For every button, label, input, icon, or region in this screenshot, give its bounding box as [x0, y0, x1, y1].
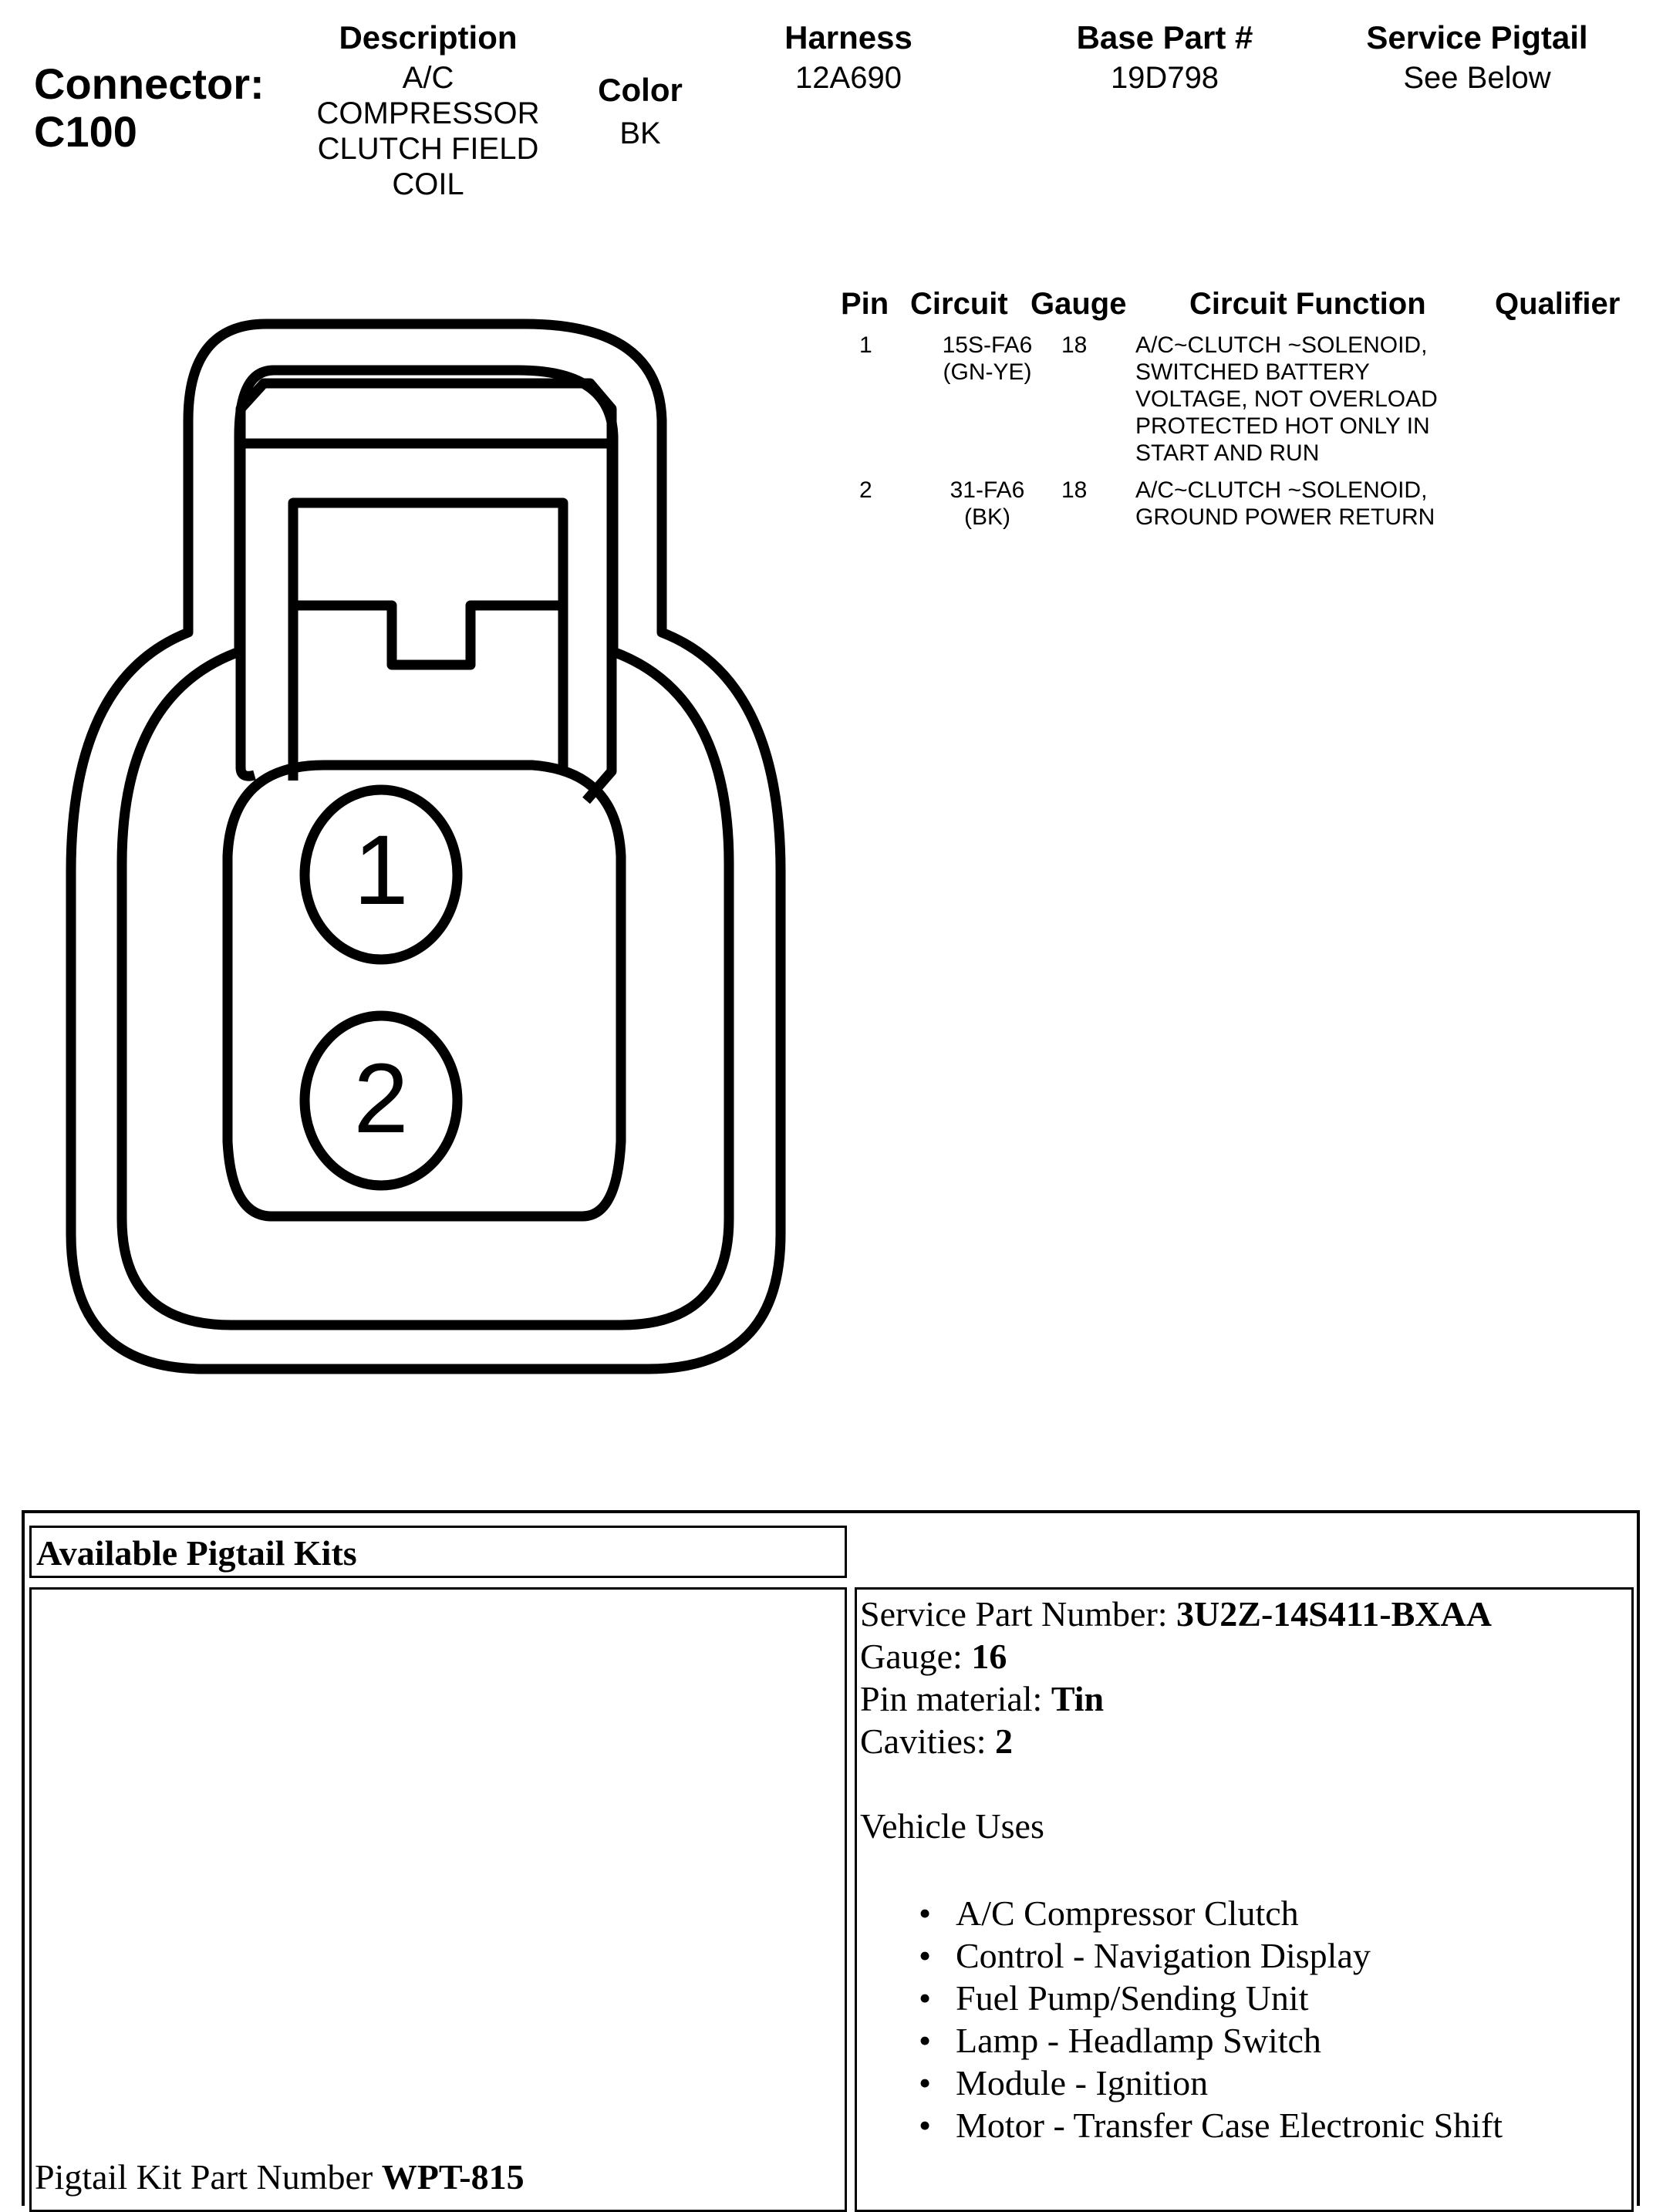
- harness-title: Harness: [784, 19, 912, 56]
- gauge-value: 16: [971, 1637, 1007, 1676]
- service-part-label: Service Part Number:: [860, 1594, 1177, 1634]
- list-item: [919, 2019, 1631, 2062]
- base-part-column: [1034, 19, 1296, 96]
- pigtail-kit-part-value: WPT-815: [381, 2157, 525, 2197]
- pigtail-kit-details-cell: [855, 1587, 1634, 2212]
- gauge-label: Gauge:: [860, 1637, 972, 1676]
- gauge-column-header: Gauge: [1031, 287, 1127, 321]
- cavities-info: [860, 1720, 1631, 1762]
- description-line: CLUTCH FIELD: [317, 132, 539, 166]
- circuit-function-cell: [1135, 332, 1438, 467]
- service-part-number: [860, 1593, 1631, 1635]
- bullet-icon: •: [919, 2063, 932, 2102]
- list-item: [919, 2062, 1631, 2104]
- qualifier-column-header: Qualifier: [1495, 287, 1621, 321]
- pigtail-kit-image-cell: [29, 1587, 847, 2212]
- circuit-id: 15S-FA6: [942, 332, 1033, 358]
- description-line: COMPRESSOR: [316, 96, 540, 130]
- pin-cavity: [228, 765, 621, 1216]
- bullet-icon: •: [919, 1936, 932, 1975]
- latch-tab: [293, 503, 563, 781]
- circuit-function-column-header: Circuit Function: [1189, 287, 1426, 321]
- pin-material-value: Tin: [1051, 1679, 1105, 1718]
- connector-inner-shell: [122, 370, 729, 1325]
- pin-1-label: 1: [353, 815, 409, 926]
- harness-value: 12A690: [795, 61, 902, 95]
- vehicle-use-text: Motor - Transfer Case Electronic Shift: [956, 2106, 1503, 2145]
- circuit-color: (BK): [964, 504, 1010, 530]
- pin-table: [833, 285, 1651, 625]
- pin-column-header: Pin: [841, 287, 889, 321]
- cavities-label: Cavities:: [860, 1721, 996, 1761]
- bullet-icon: •: [919, 2021, 932, 2060]
- vehicle-uses-title: Vehicle Uses: [860, 1806, 1044, 1846]
- color-value: BK: [619, 116, 661, 150]
- pin-material-label: Pin material:: [860, 1679, 1051, 1718]
- vehicle-use-text: A/C Compressor Clutch: [956, 1893, 1299, 1933]
- function-line: START AND RUN: [1135, 440, 1320, 466]
- circuit-function-cell: [1135, 477, 1435, 531]
- pigtail-kit-part: [35, 2156, 525, 2198]
- harness-column: [725, 19, 972, 96]
- vehicle-use-text: Fuel Pump/Sending Unit: [956, 1978, 1309, 2018]
- function-line: A/C~CLUTCH ~SOLENOID,: [1135, 332, 1428, 358]
- list-item: [919, 1892, 1631, 1934]
- circuit-color: (GN-YE): [943, 359, 1032, 385]
- description-column: [293, 19, 563, 202]
- service-pigtail-title: Service Pigtail: [1366, 19, 1588, 56]
- function-line: VOLTAGE, NOT OVERLOAD: [1135, 386, 1438, 412]
- description-value: [293, 60, 563, 202]
- pin-number: 1: [859, 332, 872, 358]
- color-title: Color: [598, 72, 683, 108]
- description-line: COIL: [392, 167, 464, 201]
- circuit-column-header: Circuit: [910, 287, 1008, 321]
- pigtail-kit-part-label: Pigtail Kit Part Number: [35, 2157, 382, 2197]
- connector-diagram: [0, 293, 818, 1388]
- pin-2-label: 2: [353, 1044, 409, 1154]
- list-item: [919, 2104, 1631, 2146]
- description-title: Description: [339, 19, 518, 56]
- connector-heading: [34, 60, 265, 156]
- function-line: A/C~CLUTCH ~SOLENOID,: [1135, 477, 1428, 503]
- vehicle-use-text: Module - Ignition: [956, 2063, 1209, 2102]
- bullet-icon: •: [919, 1893, 932, 1933]
- pigtail-kits-title: Available Pigtail Kits: [29, 1526, 847, 1578]
- gauge-cell: 18: [1061, 332, 1088, 358]
- vehicle-uses-list: [919, 1892, 1631, 2146]
- bullet-icon: •: [919, 2106, 932, 2145]
- function-line: SWITCHED BATTERY: [1135, 359, 1370, 385]
- pigtail-kit-details: [860, 1593, 1631, 2146]
- list-item: [919, 1934, 1631, 1977]
- base-part-value: 19D798: [1110, 61, 1219, 95]
- cavities-value: 2: [995, 1721, 1014, 1761]
- connector-label: Connector:: [34, 59, 265, 108]
- function-line: PROTECTED HOT ONLY IN: [1135, 413, 1430, 439]
- description-line: A/C: [402, 61, 454, 95]
- circuit-cell: [910, 332, 1064, 386]
- list-item: [919, 1977, 1631, 2019]
- color-column: [571, 71, 710, 151]
- service-pigtail-value: See Below: [1403, 61, 1551, 95]
- pin-material-info: [860, 1678, 1631, 1720]
- latch-key: [293, 605, 563, 665]
- connector-id: C100: [34, 107, 137, 156]
- base-part-title: Base Part #: [1076, 19, 1253, 56]
- circuit-cell: [910, 477, 1064, 531]
- bullet-icon: •: [919, 1978, 932, 2018]
- gauge-info: [860, 1635, 1631, 1678]
- vehicle-use-text: Control - Navigation Display: [956, 1936, 1371, 1975]
- vehicle-use-text: Lamp - Headlamp Switch: [956, 2021, 1321, 2060]
- service-part-value: 3U2Z-14S411-BXAA: [1176, 1594, 1492, 1634]
- gauge-cell: 18: [1061, 477, 1088, 503]
- circuit-id: 31-FA6: [950, 477, 1025, 503]
- service-pigtail-column: [1334, 19, 1620, 96]
- pin-number: 2: [859, 477, 872, 503]
- function-line: GROUND POWER RETURN: [1135, 504, 1435, 530]
